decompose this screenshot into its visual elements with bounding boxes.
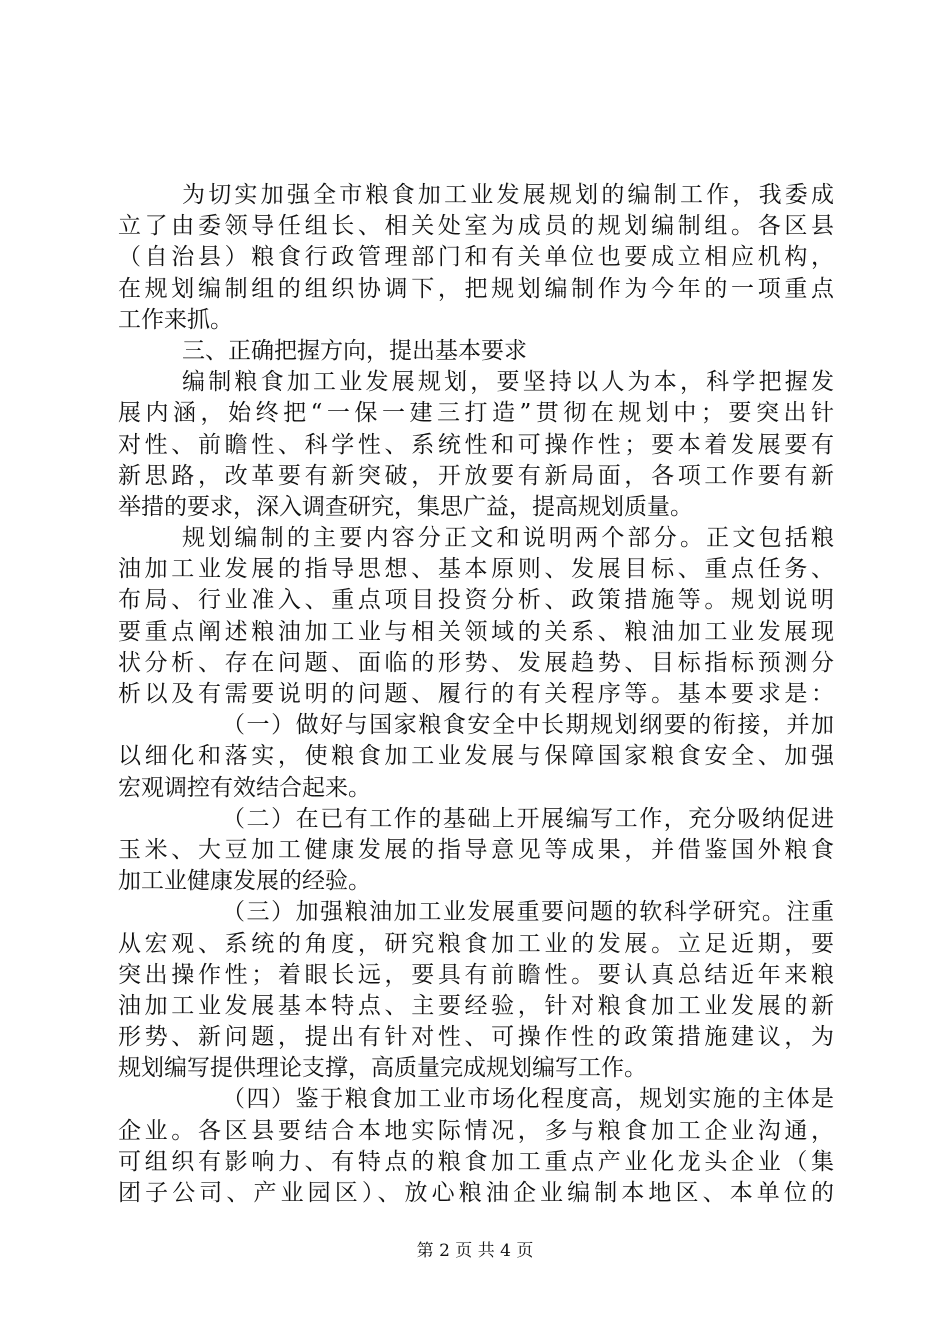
- list-item-line: （四）鉴于粮食加工业市场化程度高，规划实施的主体是: [222, 1086, 834, 1113]
- paragraph-line: 立了由委领导任组长、相关处室为成员的规划编制组。各区县: [118, 213, 834, 240]
- paragraph-line: 油加工业发展的指导思想、基本原则、发展目标、重点任务、: [118, 556, 834, 583]
- paragraph-line: 新思路，改革要有新突破，开放要有新局面，各项工作要有新: [118, 462, 834, 489]
- list-item-line: 形势、新问题，提出有针对性、可操作性的政策措施建议，为: [118, 1024, 834, 1051]
- paragraph-line: 要重点阐述粮油加工业与相关领域的关系、粮油加工业发展现: [118, 618, 834, 645]
- section-heading: 三、正确把握方向，提出基本要求: [182, 337, 527, 364]
- list-item-line: 规划编写提供理论支撑，高质量完成规划编写工作。: [118, 1055, 647, 1082]
- list-item-line: 油加工业发展基本特点、主要经验，针对粮食加工业发展的新: [118, 992, 834, 1019]
- paragraph-line: 举措的要求，深入调查研究，集思广益，提高规划质量。: [118, 493, 693, 520]
- list-item-line: 突出操作性；着眼长远，要具有前瞻性。要认真总结近年来粮: [118, 961, 834, 988]
- list-item-line: 企业。各区县要结合本地实际情况，多与粮食加工企业沟通，: [118, 1117, 834, 1144]
- list-item-line: （三）加强粮油加工业发展重要问题的软科学研究。注重: [222, 899, 834, 926]
- paragraph-line: 展内涵，始终把“一保一建三打造”贯彻在规划中；要突出针: [118, 400, 834, 427]
- paragraph-line: 析以及有需要说明的问题、履行的有关程序等。基本要求是：: [118, 681, 834, 707]
- paragraph-line: 规划编制的主要内容分正文和说明两个部分。正文包括粮: [182, 525, 834, 552]
- list-item-line: 以细化和落实，使粮食加工业发展与保障国家粮食安全、加强: [118, 743, 834, 770]
- paragraph-line: 编制粮食加工业发展规划，要坚持以人为本，科学把握发: [182, 369, 834, 396]
- list-item-line: （二）在已有工作的基础上开展编写工作，充分吸纳促进: [222, 805, 834, 832]
- document-body: [118, 180, 834, 1209]
- page-number: 第 2 页 共 4 页: [416, 1241, 534, 1261]
- list-item-line: （一）做好与国家粮食安全中长期规划纲要的衔接，并加: [222, 712, 834, 739]
- paragraph-line: 工作来抓。: [118, 306, 233, 333]
- paragraph-line: 对性、前瞻性、科学性、系统性和可操作性；要本着发展要有: [118, 431, 834, 458]
- paragraph-line: 布局、行业准入、重点项目投资分析、政策措施等。规划说明: [118, 587, 834, 614]
- list-item-line: 团子公司、产业园区）、放心粮油企业编制本地区、本单位的: [118, 1180, 834, 1206]
- paragraph-line: 在规划编制组的组织协调下，把规划编制作为今年的一项重点: [118, 275, 834, 302]
- list-item-line: 宏观调控有效结合起来。: [118, 774, 371, 801]
- list-item-line: 可组织有影响力、有特点的粮食加工重点产业化龙头企业（集: [118, 1148, 834, 1175]
- list-item-line: 玉米、大豆加工健康发展的指导意见等成果，并借鉴国外粮食: [118, 836, 834, 863]
- list-item-line: 从宏观、系统的角度，研究粮食加工业的发展。立足近期，要: [118, 930, 834, 957]
- paragraph-line: 状分析、存在问题、面临的形势、发展趋势、目标指标预测分: [118, 649, 834, 676]
- paragraph-line: （自治县）粮食行政管理部门和有关单位也要成立相应机构，: [118, 244, 834, 271]
- paragraph-line: 为切实加强全市粮食加工业发展规划的编制工作，我委成: [182, 182, 834, 208]
- list-item-line: 加工业健康发展的经验。: [118, 868, 371, 895]
